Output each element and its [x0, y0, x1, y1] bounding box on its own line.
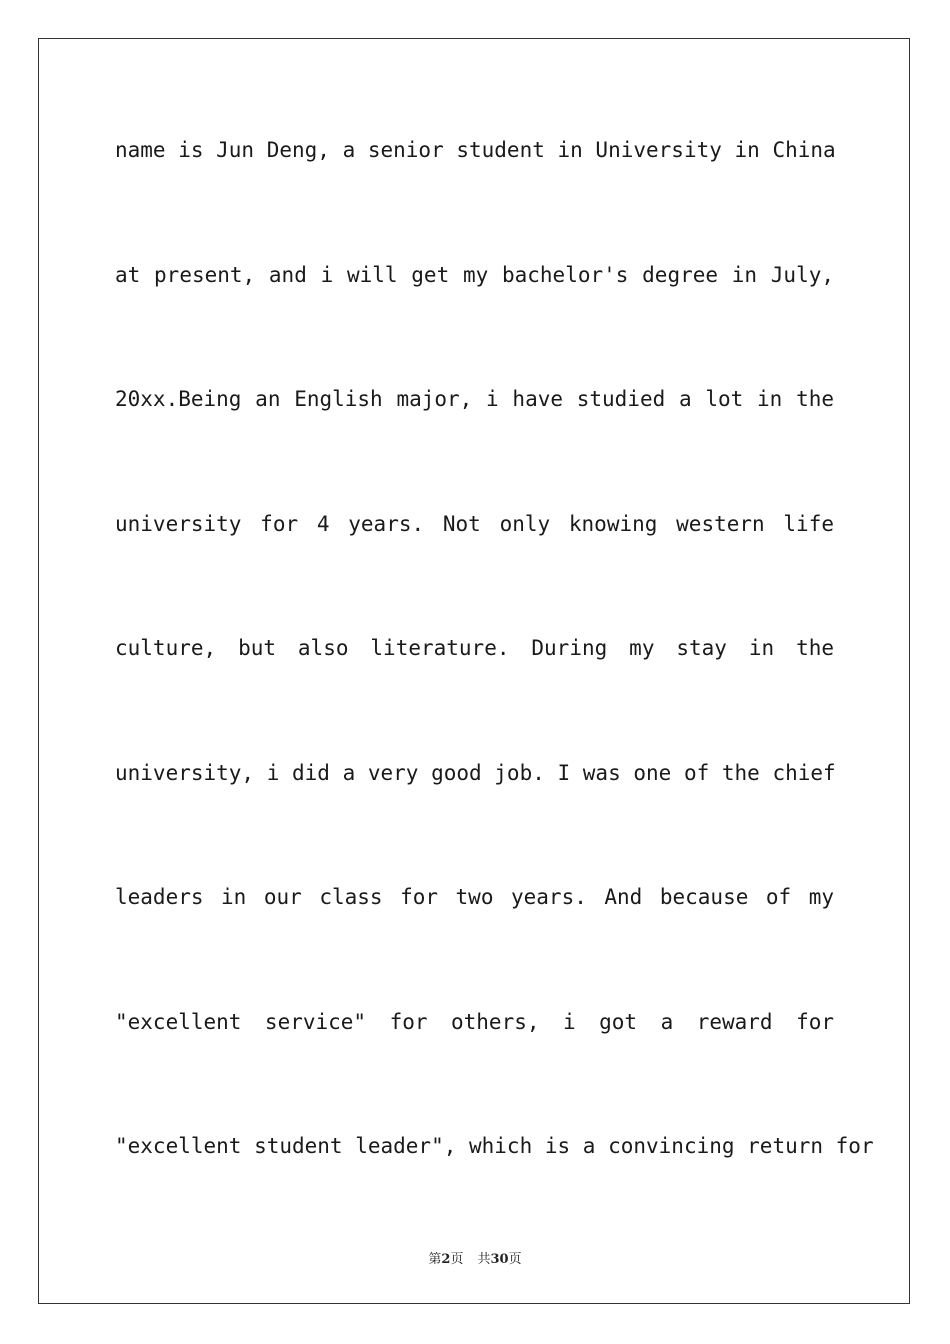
page-suffix: 页	[450, 1252, 464, 1267]
text-line: leaders in our class for two years. And because of my	[115, 885, 834, 909]
text-line: at present, and i will get my bachelor's degree in July,	[115, 263, 834, 287]
text-line: name is Jun Deng, a senior student in University in China	[115, 138, 836, 162]
text-line: 20xx.Being an English major, i have studied a lot in the	[115, 387, 834, 411]
page-footer	[0, 1248, 950, 1267]
page-prefix: 第	[428, 1252, 442, 1267]
page-border	[38, 38, 910, 1304]
total-suffix: 页	[508, 1252, 522, 1267]
total-pages: 30	[490, 1252, 509, 1267]
text-line: "excellent service" for others, i got a reward for	[115, 1010, 834, 1034]
text-line: "excellent student leader", which is a convincing return for	[115, 1134, 874, 1158]
text-line: university for 4 years. Not only knowing western life	[115, 512, 834, 536]
page-number: 2	[441, 1252, 451, 1267]
text-line: university, i did a very good job. I was one of the chief	[115, 761, 836, 785]
total-prefix: 共	[477, 1252, 491, 1267]
text-line: culture, but also literature. During my stay in the	[115, 636, 834, 660]
